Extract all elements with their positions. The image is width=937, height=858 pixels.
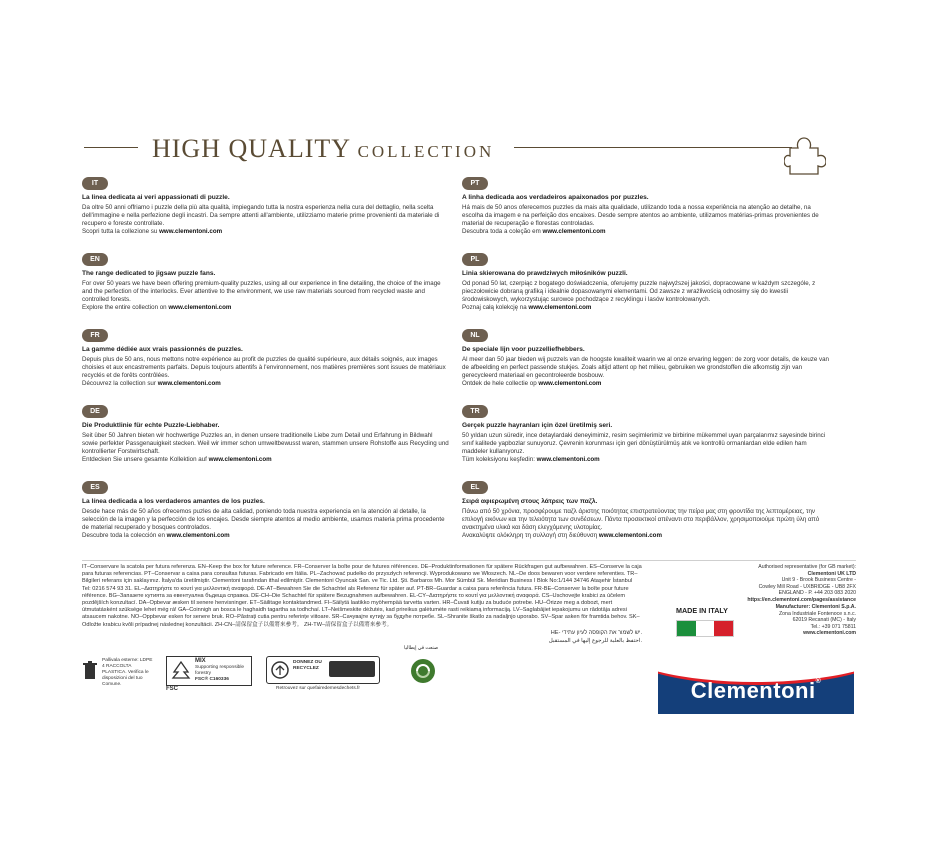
lang-badge: TR xyxy=(462,405,488,418)
lang-block-de xyxy=(82,400,450,476)
explore-text: Ontdek de hele collectie op xyxy=(462,380,537,387)
certification-icons xyxy=(82,646,472,706)
italy-flag-icon xyxy=(676,620,734,637)
lang-body: Al meer dan 50 jaar bieden wij puzzels van de hoogste kwaliteit waarin we al onze ervaring leggen: de zorg voor details, de keuze van de afbeelding en perfect passende stukjes. Zoals altijd attent op het milieu, gebruiken we grondstoffen die afkomstig zijn van gerecycleerd materiaal en gecontroleerde bosbouw. xyxy=(462,356,829,379)
lang-heading: De speciale lijn voor puzzelliefhebbers. xyxy=(462,346,585,353)
legal-hebrew: HE- יש לשמור את הקופסה לעיון עתידי. xyxy=(550,629,642,636)
collection-header xyxy=(84,134,784,166)
uk-representative xyxy=(662,564,856,604)
explore-text: Poznaj całą kolekcję na xyxy=(462,304,527,311)
lang-heading: La línea dedicada a los verdaderos amantes de los puzles. xyxy=(82,498,265,505)
header-rule-left xyxy=(84,147,138,148)
box-back-panel xyxy=(64,96,874,736)
triman-title: DONNEZ OU RECYCLEZ xyxy=(293,660,322,671)
language-column-left xyxy=(82,172,450,552)
language-column-right xyxy=(462,172,830,552)
lang-body: 50 yıldan uzun süredir, ince detaylardaki deneyimimiz, resim seçimlerimiz ve birbirine mükemmel uyan parçalarımız sayesinde birinci sınıf kalitede yapbozlar sunuyoruz. Çevrenin korunması için geri dönüştürülmüş atık ve kontrollü ormanlardan elde edilen ham maddeler kullanıyoruz. xyxy=(462,432,826,455)
lang-block-it xyxy=(82,172,450,248)
lang-explore xyxy=(82,380,450,388)
flag-stripe-green xyxy=(677,621,696,636)
explore-url[interactable]: www.clementoni.com xyxy=(598,532,662,539)
rep-line: Cowley Mill Road - UXBRIDGE - UB8 2FX xyxy=(758,583,856,590)
legal-notice xyxy=(82,564,642,645)
triman-icon xyxy=(270,660,290,680)
arabic-made-in: صنعت في إيطاليا xyxy=(404,646,438,651)
rep-line: Unit 9 - Brook Business Centre - xyxy=(781,577,856,584)
rep-line: ENGLAND - P. +44 203 083 2020 xyxy=(778,590,856,597)
lang-badge: FR xyxy=(82,329,108,342)
lang-badge: DE xyxy=(82,405,108,418)
explore-url[interactable]: www.clementoni.com xyxy=(166,532,230,539)
explore-url[interactable]: www.clementoni.com xyxy=(536,456,600,463)
explore-url[interactable]: www.clementoni.com xyxy=(542,228,606,235)
lang-block-el xyxy=(462,476,830,552)
explore-text: Explore the entire collection on xyxy=(82,304,167,311)
lang-explore xyxy=(82,228,450,236)
explore-text: Descubre toda la colección en xyxy=(82,532,165,539)
lang-badge: PL xyxy=(462,253,488,266)
green-dot-icon xyxy=(410,658,436,684)
section-divider xyxy=(82,560,856,561)
lang-explore xyxy=(462,228,830,236)
lang-badge: ES xyxy=(82,481,108,494)
fsc-sub: Supporting responsible forestry xyxy=(195,665,245,676)
explore-url[interactable]: www.clementoni.com xyxy=(528,304,592,311)
bin-text: Pallivala esterne: LDPE 4 RACCOLTA PLASTICA. Verifica le disposizioni del tuo Comune. xyxy=(102,658,153,687)
legal-arabic: احتفظ بالعلبة للرجوع إليها في المستقبل. xyxy=(548,638,642,645)
lang-explore xyxy=(82,304,450,312)
lang-block-es xyxy=(82,476,450,552)
manu-line: Zona Industriale Fontenoce s.n.c. xyxy=(779,610,856,617)
manu-line: Tel.: +39 071 75811 xyxy=(810,623,856,630)
triman-box xyxy=(266,656,380,684)
lang-body: Πάνω από 50 χρόνια, προσφέρουμε παζλ άριστης ποιότητας επιστρατεύοντας την πείρα μας στη φροντίδα της λεπτομέρειας, την επιλογή εικόνων και την τελειότητα των συνδέσεων. Πάντα προσεκτικοί απέναντι στο περιβάλλον, χρησιμοποιούμε πρώτη ύλη από ανακτημένα υλικά και δάση ελεγχόμενης υλοτομίας. xyxy=(462,508,820,531)
lang-explore xyxy=(462,456,830,464)
title-main: HIGH QUALITY xyxy=(152,134,351,163)
manu-line[interactable]: www.clementoni.com xyxy=(803,630,856,637)
fsc-label: FSC xyxy=(166,686,178,692)
recycle-bin-icon xyxy=(82,660,98,682)
triman-pictograms xyxy=(329,661,375,677)
lang-body: Seit über 50 Jahren bieten wir hochwertige Puzzles an, in denen unsere traditionelle Liebe zum Detail und Erfahrung in Bildwahl sowie perfekter Passgenauigkeit stecken. Weil wir immer schon umweltbewusst waren, stammen unsere Rohstoffe aus Recycling und kontrollierter Forstwirtschaft. xyxy=(82,432,449,455)
explore-url[interactable]: www.clementoni.com xyxy=(168,304,232,311)
lang-body: For over 50 years we have been offering premium-quality puzzles, using all our experience in fine detailing, the choice of the image and the perfection of the interlocks. Ever attentive to the environment, we use raw materials sourced from recycled waste and controlled forests. xyxy=(82,280,441,303)
manufacturer-info xyxy=(748,604,856,637)
fsc-code: FSC® C160336 xyxy=(195,677,229,682)
lang-body: Desde hace más de 50 años ofrecemos puzles de alta calidad, poniendo toda nuestra experiencia en la atención al detalle, la selección de la imagen y la perfección de los encajes. Desde siempre atentos al medio ambiente, usamos materia prima procedente de material recuperado y bosques controlados. xyxy=(82,508,445,531)
lang-badge: NL xyxy=(462,329,488,342)
flag-stripe-red xyxy=(714,621,733,636)
title-small: COLLECTION xyxy=(357,142,495,161)
explore-text: Tüm koleksiyonu keşfedin: xyxy=(462,456,535,463)
lang-body: Da oltre 50 anni offriamo i puzzle della più alta qualità, impiegando tutta la nostra esperienza nella cura del dettaglio, nella scelta dell'immagine e nella perfezione degli incastri. Da sempre attenti all'ambiente, utilizziamo materie prime provenienti da materiale di recupero e foreste controllate. xyxy=(82,204,440,227)
lang-badge: EL xyxy=(462,481,488,494)
fsc-mix: MIX xyxy=(195,658,206,664)
lang-heading: Gerçek puzzle hayranları için özel üretilmiş seri. xyxy=(462,422,613,429)
lang-heading: A linha dedicada aos verdadeiros apaixonados por puzzles. xyxy=(462,194,649,201)
collection-title xyxy=(152,134,494,164)
lang-heading: Linia skierowana do prawdziwych miłośników puzzli. xyxy=(462,270,628,277)
lang-heading: The range dedicated to jigsaw puzzle fans. xyxy=(82,270,216,277)
explore-text: Ανακαλύψτε ολόκληρη τη συλλογή στη διεύθυνση xyxy=(462,532,598,539)
lang-block-pl xyxy=(462,248,830,324)
manu-line: Manufacturer: Clementoni S.p.A. xyxy=(775,604,856,610)
lang-body: Há mais de 50 anos oferecemos puzzles da mais alta qualidade, utilizando toda a nossa experiência na atenção ao detalhe, na escolha da imagem e na perfeição dos encaixes. Desde sempre atentos ao ambiente, utilizamos matérias-primas provenientes de material de recuperação e florestas controladas. xyxy=(462,204,819,227)
lang-heading: Σειρά αφιερωμένη στους λάτρεις των παζλ. xyxy=(462,498,598,505)
fsc-badge xyxy=(166,656,252,686)
lang-block-pt xyxy=(462,172,830,248)
lang-heading: Die Produktlinie für echte Puzzle-Liebhaber. xyxy=(82,422,220,429)
lang-heading: La linea dedicata ai veri appassionati di puzzle. xyxy=(82,194,230,201)
made-in-label: MADE IN ITALY xyxy=(676,606,728,615)
explore-text: Entdecken Sie unsere gesamte Kollektion auf xyxy=(82,456,207,463)
legal-text: IT–Conservare la scatola per futura referenza. EN–Keep the box for future reference. FR–Conserver la boîte pour de futures références. DE–Produktinformationen für spätere Rückfragen gut aufbewahren. ES–Conserve la caja para futuras referencias. PT–Conservar a caixa para consultas futuras. Fabricado em Itália. PL–Zachować pudełko do przyszłych referencji. Wyprodukowano we Włoszech. NL–De doos bewaren voor verdere referenties. TR–Bilgileri referans için saklayınız. İtalya'da üretilmiştir. Clementoni tarafından ithal edilmiştir. Clementoni Oyuncak San. ve Tic. Ltd. Şti. Barbaros Mh. Mor Sümbül Sk. Meridian Business I Blok No:1/144 34746 Ataşehir İstanbul Tel: 0216 574 93 31. EL–Διατηρήστε το κουτί για μελλοντική αναφορά. DE-AT–Bewahren Sie die Schachtel als Referenz für später auf. PT-BR–Guardar a caixa para referência futura. FR-BE–Conserver la boîte pour future référence. BG–Запазете кутията за евентуална бъдеща справка. DE-CH–Die Schachtel für spätere Bezugnahmen aufbewahren. EL-CY–Διατηρήστε το κουτί για μελλοντική αναφορά. CS–Uschovejte krabici za účelem pozdějších konzultací. DA–Opbevar æsken til senere henvisninger. ET–Säilitage kontaktandmed. FI–Säilytä laatikko myöhempää tarvetta varten. HR–Čuvati kutiju za buduće potrebe. HU–Őrizze meg a dobozt, mert útmutatásként szüksége lehet még rá! GA–Coinnigh an bosca le haghaidh tagartha sa todhchaí. LT–Neišmeskite dėžutės, kad prireikus galėtumėte rasti reikiamą informaciją. LV–Saglabājiet iepakojumu un rādotāja adresi atsaucem nakotne. NO–Oppbevar esken for senere bruk. RO–Păstrați cutia pentru referințe viitoare. SR–Сачувајте кутију за будуће потребе. SL–Shranite škatlo za nadaljnjo uporabo. SV–Spar asken för framtida behov. SK–Odložte krabicu kvôli prípadnej následnej konzultácii. ZH-CN–請保留盒子以備將來參考。 ZH-TW–請保留盒子以備將來參考。 xyxy=(82,564,642,628)
explore-url[interactable]: www.clementoni.com xyxy=(157,380,221,387)
lang-heading: La gamme dédiée aux vrais passionnés de puzzles. xyxy=(82,346,243,353)
rep-line: Authorised representative (for GB market): xyxy=(758,564,856,570)
flag-stripe-white xyxy=(696,621,715,636)
lang-body: Depuis plus de 50 ans, nous mettons notre expérience au profit de puzzles de qualité supérieure, aux détails soignés, aux images choisies et aux encastrements parfaits. Depuis toujours attentifs à l'environnement, nos matières premières sont issues de matériaux recyclés et de forêts contrôlées. xyxy=(82,356,446,379)
lang-badge: IT xyxy=(82,177,108,190)
lang-explore xyxy=(82,456,450,464)
explore-text: Découvrez la collection sur xyxy=(82,380,156,387)
manu-line: 62019 Recanati (MC) - Italy xyxy=(792,617,856,624)
rep-line[interactable]: https://en.clementoni.com/pages/assistance xyxy=(747,596,856,603)
lang-explore xyxy=(462,304,830,312)
explore-text: Scopri tutta la collezione su xyxy=(82,228,158,235)
lang-badge: PT xyxy=(462,177,488,190)
rep-line: Clementoni UK LTD xyxy=(807,570,856,577)
lang-block-nl xyxy=(462,324,830,400)
explore-url[interactable]: www.clementoni.com xyxy=(538,380,602,387)
explore-text: Descubra toda a coleção em xyxy=(462,228,541,235)
fsc-tree-icon xyxy=(170,660,192,682)
logo-name: Clementoni xyxy=(690,678,816,703)
logo-wordmark xyxy=(658,678,854,704)
lang-body: Od ponad 50 lat, czerpiąc z bogatego doświadczenia, oferujemy puzzle najwyższej jakości, dopracowane w każdym szczególe, z pieczołowicie dobraną grafiką i idealnie dopasowanymi elementami. Od zawsze z wrażliwością odnosimy się do kwestii środowiskowych, wykorzystując surowce pochodzące z recyklingu i lasów kontrolowanych. xyxy=(462,280,816,303)
header-rule-right xyxy=(514,147,792,148)
lang-explore xyxy=(82,532,450,540)
lang-badge: EN xyxy=(82,253,108,266)
clementoni-logo xyxy=(658,660,854,714)
lang-block-en xyxy=(82,248,450,324)
logo-registered-mark: ® xyxy=(815,678,822,685)
explore-url[interactable]: www.clementoni.com xyxy=(159,228,223,235)
lang-explore xyxy=(462,532,830,540)
lang-block-fr xyxy=(82,324,450,400)
triman-footer: Retrouvez sur quefairedemesdechets.fr xyxy=(276,686,360,691)
lang-block-tr xyxy=(462,400,830,476)
lang-explore xyxy=(462,380,830,388)
explore-url[interactable]: www.clementoni.com xyxy=(208,456,272,463)
